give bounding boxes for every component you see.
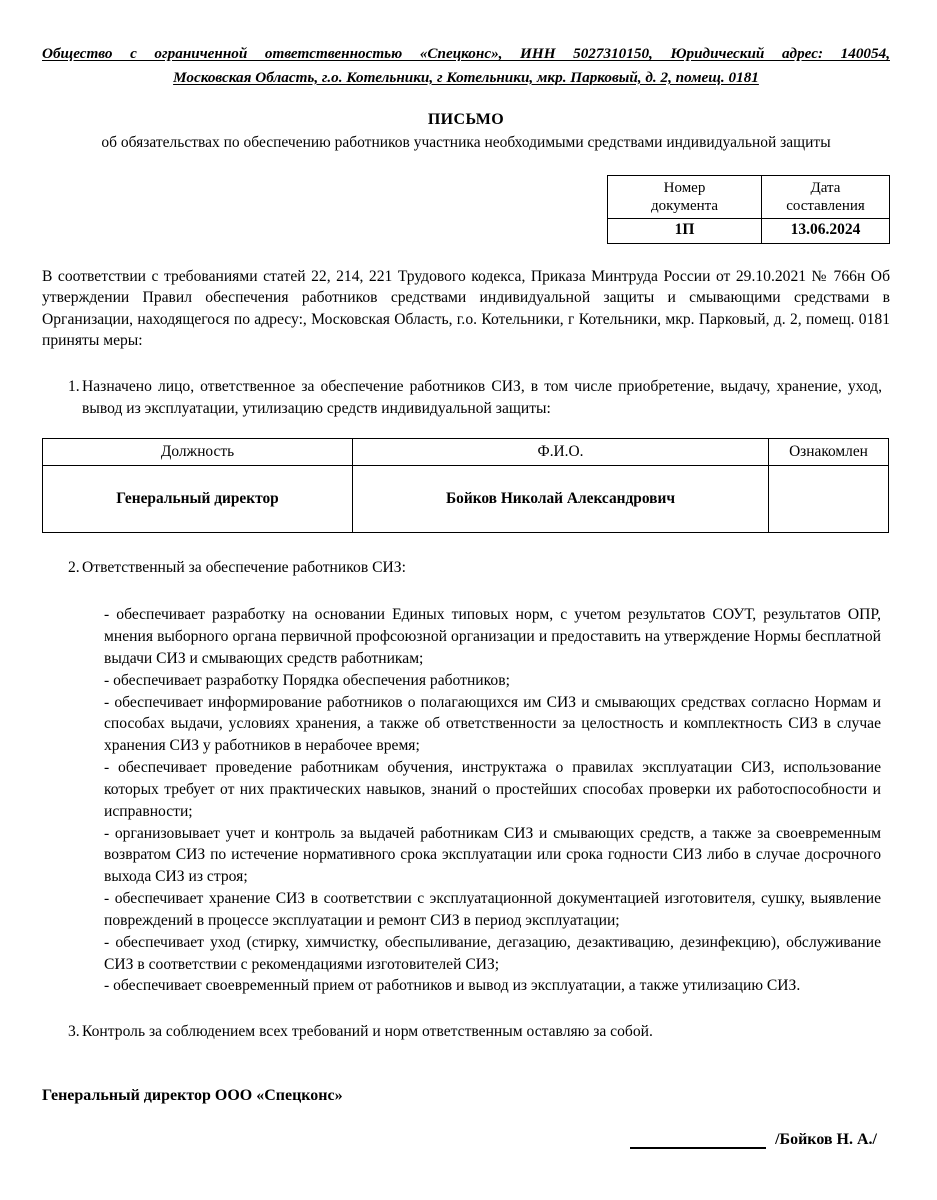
letterhead-line-2: Московская Область, г.о. Котельники, г Котельники, мкр. Парковый, д. 2, помещ. 0181 xyxy=(173,68,759,86)
duty-item: - обеспечивает хранение СИЗ в соответствии с эксплуатационной документацией изготовителя, сушку, выявление повреждений в процессе эксплуатации и ремонт СИЗ в период эксплуатации; xyxy=(104,890,881,929)
intro-paragraph: В соответствии с требованиями статей 22, 214, 221 Трудового кодекса, Приказа Минтруда России от 29.10.2021 № 766н Об утверждении Правил обеспечения работников средствами индивидуальной защиты и смывающими средствами в Организации, находящегося по адресу:, Московская Область, г.о. Котельники, г Котельники, мкр. Парковый, д. 2, помещ. 0181 приняты меры: xyxy=(42,267,890,350)
signature-line xyxy=(630,1134,766,1149)
table-row xyxy=(608,176,890,219)
responsible-person-section xyxy=(42,438,890,533)
numbered-item-3-text: Контроль за соблюдением всех требований и норм ответственным оставляю за собой. xyxy=(82,1023,653,1041)
table-header-row xyxy=(43,438,889,465)
table-row xyxy=(608,219,890,244)
numbered-item-3-marker: 3. xyxy=(68,1023,80,1041)
cell-acknowledged xyxy=(769,465,889,532)
document-number-date-section xyxy=(42,175,890,244)
number-header-line-2: документа xyxy=(650,198,719,215)
column-header-fio: Ф.И.О. xyxy=(353,438,769,465)
responsible-person-table xyxy=(42,438,889,533)
column-header-acknowledged: Ознакомлен xyxy=(769,438,889,465)
numbered-item-2-marker: 2. xyxy=(68,558,80,576)
letterhead xyxy=(42,42,890,89)
numbered-item-3 xyxy=(42,1021,890,1043)
date-header-line-2: составления xyxy=(786,198,865,215)
document-date-value: 13.06.2024 xyxy=(762,219,890,244)
numbered-item-1-marker: 1. xyxy=(68,377,80,395)
cell-fio: Бойков Николай Александрович xyxy=(353,465,769,532)
duty-item: - обеспечивает разработку Порядка обеспечения работников; xyxy=(104,671,510,689)
number-header-line-1: Номер xyxy=(663,180,706,197)
numbered-item-1-text: Назначено лицо, ответственное за обеспечение работников СИЗ, в том числе приобретение, выдачу, хранение, уход, вывод из эксплуатации, утилизацию средств индивидуальной защиты: xyxy=(82,377,882,417)
duty-item: - организовывает учет и контроль за выдачей работникам СИЗ и смывающих средств, а также за своевременным возвратом СИЗ по истечение нормативного срока эксплуатации или срока годности СИЗ либо в случае досрочного выхода СИЗ из строя; xyxy=(104,824,881,886)
signature-title: Генеральный директор ООО «Спецконс» xyxy=(42,1087,343,1105)
numbered-item-1 xyxy=(42,376,890,420)
signature-name: /Бойков Н. А./ xyxy=(775,1131,877,1149)
duty-item: - обеспечивает уход (стирку, химчистку, обеспыливание, дегазацию, дезактивацию, дезинфекцию), обслуживание СИЗ в соответствии с рекомендациями изготовителей СИЗ; xyxy=(104,933,881,973)
page-subtitle: об обязательствах по обеспечению работников участника необходимыми средствами индивидуальной защиты xyxy=(101,134,831,152)
letterhead-line-1: Общество с ограниченной ответственностью «Спецконс», ИНН 5027310150, Юридический адрес: 140054, xyxy=(42,45,890,62)
duty-item: - обеспечивает своевременный прием от работников и вывод из эксплуатации, а также утилизацию СИЗ. xyxy=(104,977,801,995)
date-header-cell xyxy=(762,176,890,219)
duties-list xyxy=(42,604,890,997)
duty-item: - обеспечивает проведение работникам обучения, инструктажа о правилах эксплуатации СИЗ, использование которых требует от них практических навыков, знаний о простейших способах проверки их работоспособности и исправности; xyxy=(104,759,881,820)
duty-item: - обеспечивает разработку на основании Единых типовых норм, с учетом результатов СОУТ, результатов ОПР, мнения выборного органа первичной профсоюзной организации и предоставить на утверждение Нормы бесплатной выдачи СИЗ и смывающих средств работникам; xyxy=(104,606,881,667)
column-header-position: Должность xyxy=(43,438,353,465)
document-number-value: 1П xyxy=(608,219,762,244)
signature-row xyxy=(42,1131,890,1149)
numbered-item-2 xyxy=(42,557,890,579)
duty-item: - обеспечивает информирование работников о полагающихся им СИЗ и смывающих средствах согласно Нормам и способах выдачи, условиях хранения, а также об ответственности за целостность и комплектность СИЗ в случае хранения СИЗ у работников в нерабочее время; xyxy=(104,693,881,755)
document-number-date-table xyxy=(607,175,890,244)
number-header-cell xyxy=(608,176,762,219)
numbered-item-2-text: Ответственный за обеспечение работников СИЗ: xyxy=(82,558,406,576)
page-title: ПИСЬМО xyxy=(427,111,505,129)
cell-position: Генеральный директор xyxy=(43,465,353,532)
table-row xyxy=(43,465,889,532)
date-header-line-1: Дата xyxy=(810,180,841,197)
